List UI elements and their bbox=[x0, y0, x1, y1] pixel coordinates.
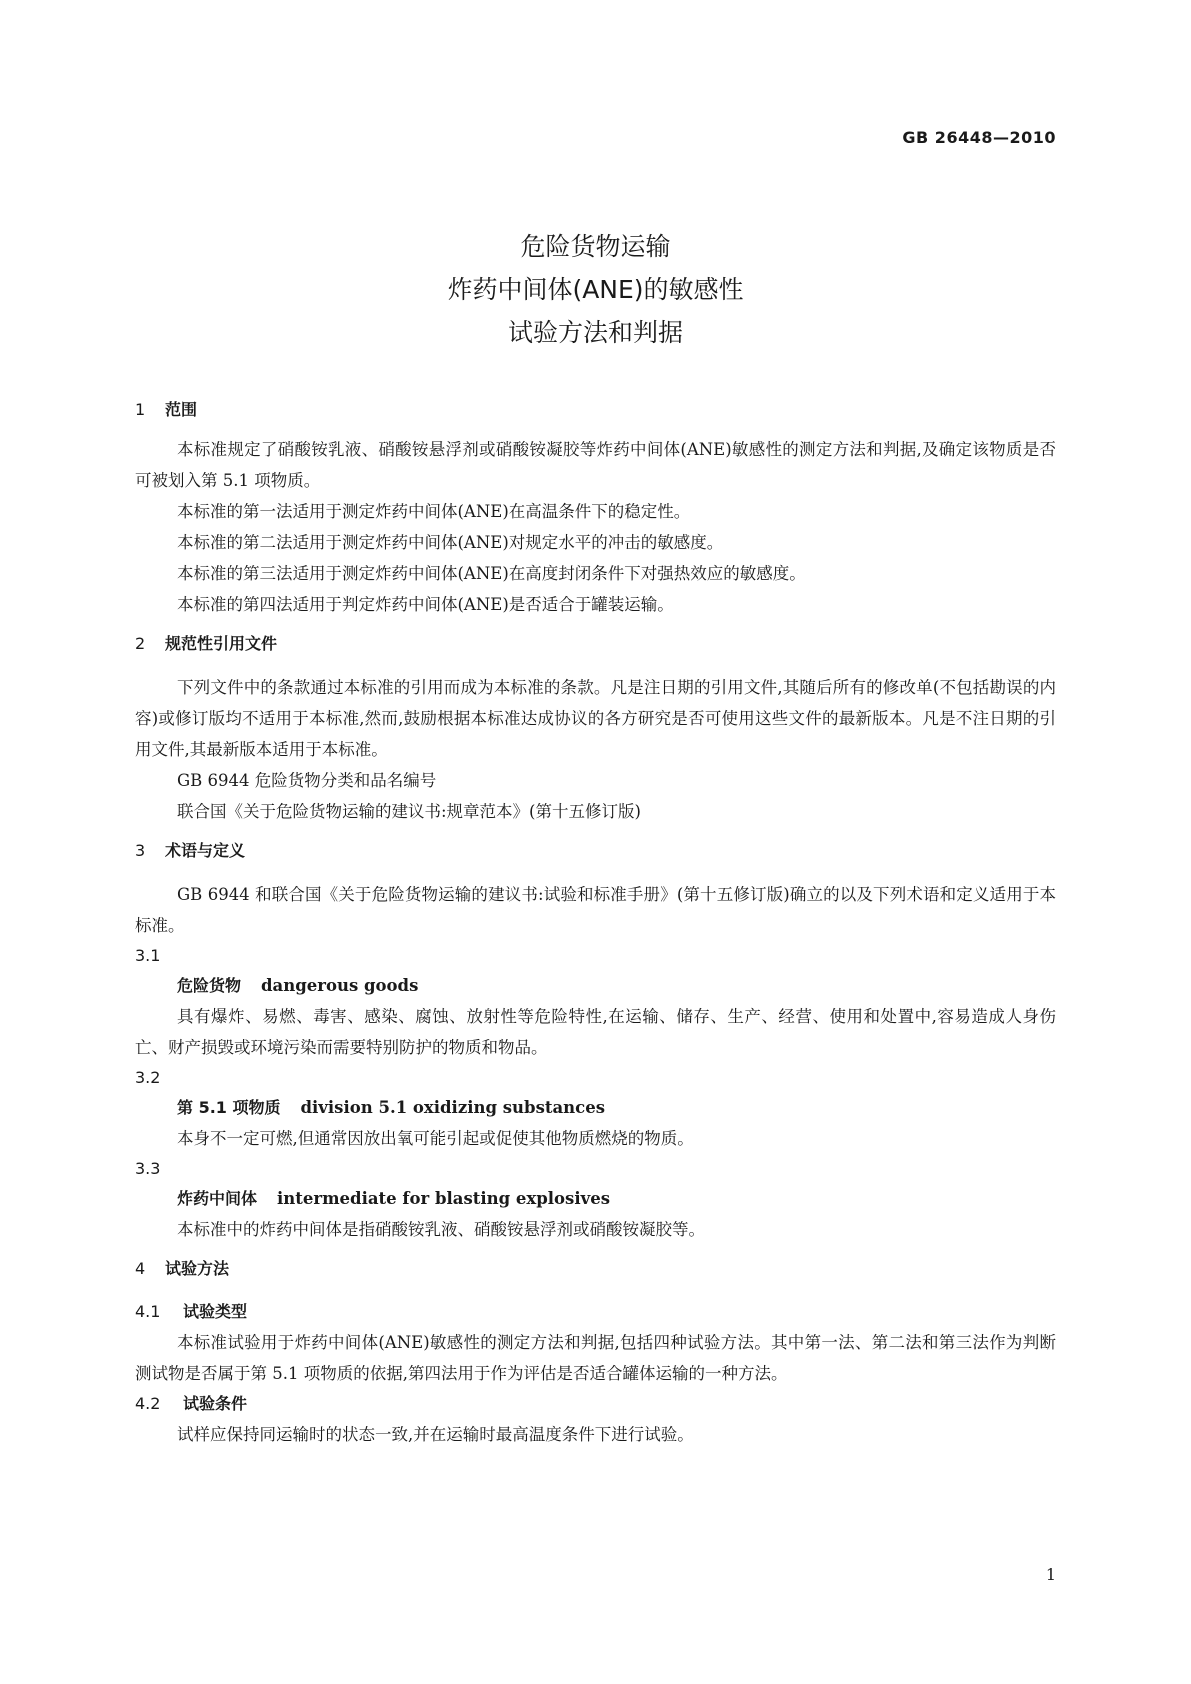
term-en: dangerous goods bbox=[261, 976, 419, 995]
term-en: division 5.1 oxidizing substances bbox=[300, 1098, 606, 1117]
reference-item: GB 6944 危险货物分类和品名编号 bbox=[177, 771, 437, 790]
standard-code: GB 26448—2010 bbox=[902, 128, 1056, 147]
subsection-number: 4.1 bbox=[135, 1302, 161, 1321]
document-title bbox=[0, 225, 1191, 354]
title-line-1: 危险货物运输 bbox=[520, 232, 671, 261]
section-1-heading bbox=[135, 396, 1056, 424]
subsection-4-2-heading bbox=[135, 1389, 1056, 1419]
section-title: 试验方法 bbox=[165, 1259, 230, 1278]
term-definition: 本标准中的炸药中间体是指硝酸铵乳液、硝酸铵悬浮剂或硝酸铵凝胶等。 bbox=[177, 1220, 705, 1239]
section-number: 1 bbox=[135, 400, 146, 419]
term-cn: 第 5.1 项物质 bbox=[177, 1098, 281, 1117]
section-2-heading bbox=[135, 630, 1056, 658]
section-title: 规范性引用文件 bbox=[165, 634, 278, 653]
term-number: 3.1 bbox=[135, 946, 161, 965]
title-line-2: 炸药中间体(ANE)的敏感性 bbox=[447, 275, 744, 304]
term-heading bbox=[135, 971, 1056, 1001]
paragraph: 本标准的第四法适用于判定炸药中间体(ANE)是否适合于罐装运输。 bbox=[177, 595, 674, 614]
term-number: 3.2 bbox=[135, 1068, 161, 1087]
term-definition: 本身不一定可燃,但通常因放出氧可能引起或促使其他物质燃烧的物质。 bbox=[177, 1129, 694, 1148]
term-heading bbox=[135, 1093, 1056, 1123]
section-4-heading bbox=[135, 1255, 1056, 1283]
term-cn: 危险货物 bbox=[177, 976, 242, 995]
document-body bbox=[135, 396, 1056, 1450]
paragraph: GB 6944 和联合国《关于危险货物运输的建议书:试验和标准手册》(第十五修订版)确立的以及下列术语和定义适用于本标准。 bbox=[135, 885, 1056, 935]
title-line-3: 试验方法和判据 bbox=[507, 318, 683, 347]
section-title: 术语与定义 bbox=[165, 841, 246, 860]
section-number: 2 bbox=[135, 634, 146, 653]
term-heading bbox=[135, 1184, 1056, 1214]
paragraph: 下列文件中的条款通过本标准的引用而成为本标准的条款。凡是注日期的引用文件,其随后所有的修改单(不包括勘误的内容)或修订版均不适用于本标准,然而,鼓励根据本标准达成协议的各方研究是否可使用这些文件的最新版本。凡是不注日期的引用文件,其最新版本适用于本标准。 bbox=[135, 678, 1056, 759]
paragraph: 本标准的第一法适用于测定炸药中间体(ANE)在高温条件下的稳定性。 bbox=[177, 502, 691, 521]
term-definition: 具有爆炸、易燃、毒害、感染、腐蚀、放射性等危险特性,在运输、储存、生产、经营、使用和处置中,容易造成人身伤亡、财产损毁或环境污染而需要特别防护的物质和物品。 bbox=[135, 1007, 1056, 1057]
subsection-title: 试验条件 bbox=[183, 1394, 248, 1413]
subsection-title: 试验类型 bbox=[183, 1302, 248, 1321]
paragraph: 本标准的第二法适用于测定炸药中间体(ANE)对规定水平的冲击的敏感度。 bbox=[177, 533, 724, 552]
paragraph: 本标准规定了硝酸铵乳液、硝酸铵悬浮剂或硝酸铵凝胶等炸药中间体(ANE)敏感性的测定方法和判据,及确定该物质是否可被划入第 5.1 项物质。 bbox=[135, 440, 1056, 490]
paragraph: 试样应保持同运输时的状态一致,并在运输时最高温度条件下进行试验。 bbox=[177, 1425, 694, 1444]
term-number: 3.3 bbox=[135, 1159, 161, 1178]
page-number: 1 bbox=[1045, 1565, 1056, 1584]
term-en: intermediate for blasting explosives bbox=[277, 1189, 610, 1208]
paragraph: 本标准试验用于炸药中间体(ANE)敏感性的测定方法和判据,包括四种试验方法。其中第一法、第二法和第三法作为判断测试物是否属于第 5.1 项物质的依据,第四法用于作为评估是否适合罐体运输的一种方法。 bbox=[135, 1333, 1056, 1383]
paragraph: 本标准的第三法适用于测定炸药中间体(ANE)在高度封闭条件下对强热效应的敏感度。 bbox=[177, 564, 806, 583]
section-title: 范围 bbox=[165, 400, 198, 419]
section-number: 4 bbox=[135, 1259, 146, 1278]
reference-item: 联合国《关于危险货物运输的建议书:规章范本》(第十五修订版) bbox=[177, 802, 641, 821]
subsection-4-1-heading bbox=[135, 1297, 1056, 1327]
section-number: 3 bbox=[135, 841, 146, 860]
term-cn: 炸药中间体 bbox=[177, 1189, 258, 1208]
section-3-heading bbox=[135, 837, 1056, 865]
subsection-number: 4.2 bbox=[135, 1394, 161, 1413]
